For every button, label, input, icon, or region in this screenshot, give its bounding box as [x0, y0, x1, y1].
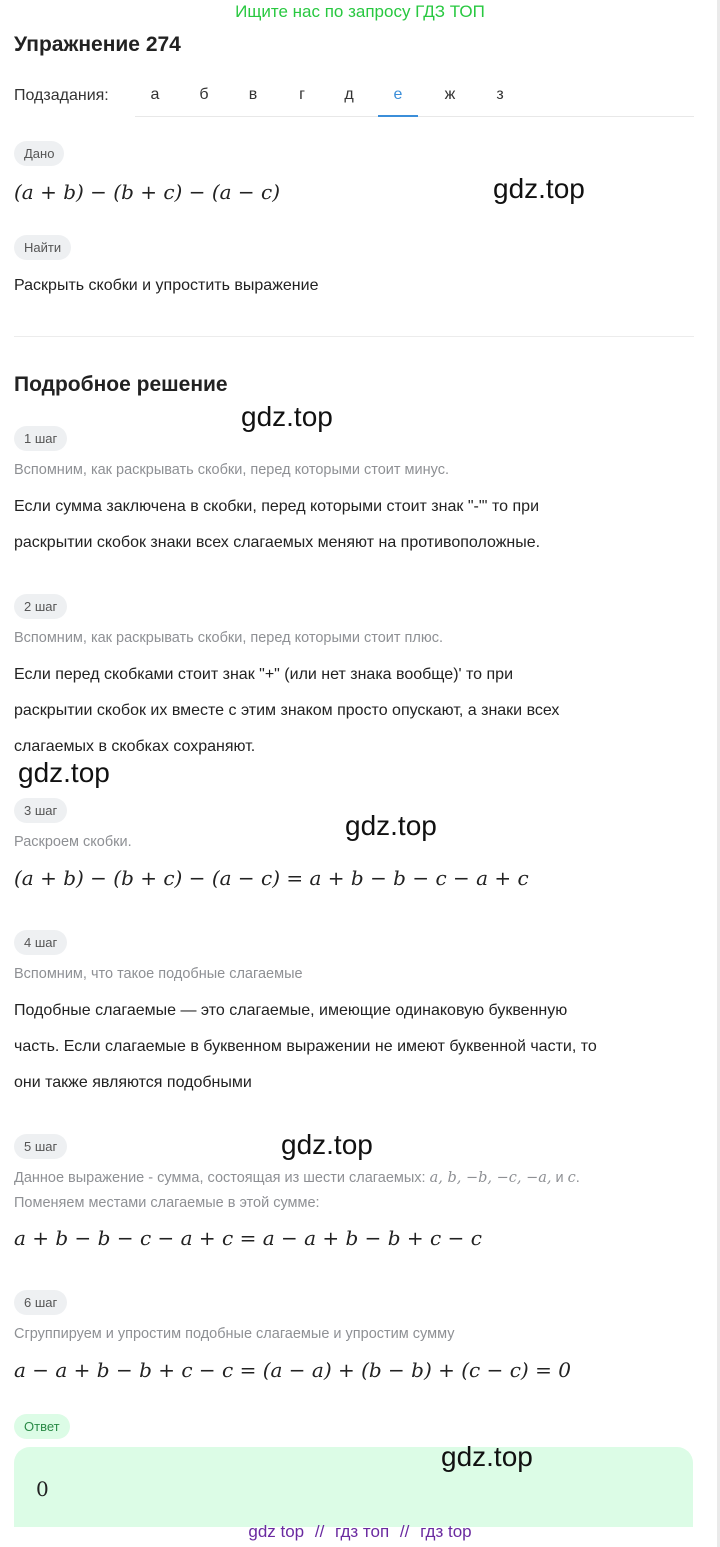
page-title: Упражнение 274 [14, 33, 181, 56]
subtasks-label: Подзадания: [14, 87, 109, 104]
tab-v[interactable]: в [248, 86, 258, 103]
find-text: Раскрыть скобки и упростить выражение [14, 277, 319, 294]
tab-b[interactable]: б [199, 86, 209, 103]
watermark: gdz.top [241, 401, 333, 432]
step-badge: 3 шаг [14, 798, 67, 823]
step-text-line: раскрытии скобок знаки всех слагаемых меняют на противоположные. [14, 534, 541, 551]
tab-d[interactable]: д [344, 86, 354, 103]
step-text-line: Если перед скобками стоит знак "+" (или нет знака вообще)' то при [14, 666, 514, 683]
given-expression: (a + b) − (b + c) − (a − c) [14, 180, 281, 204]
step-text-line: Подобные слагаемые — это слагаемые, имеющие одинаковую буквенную [14, 1002, 568, 1019]
step-hint-last: c [567, 1170, 576, 1186]
step-hint: Вспомним, что такое подобные слагаемые [14, 966, 303, 982]
step-hint-terms: a, b, −b, −c, −a, [429, 1170, 552, 1186]
step-badge: 2 шаг [14, 594, 67, 619]
given-badge: Дано [14, 141, 64, 166]
tab-e-active[interactable]: е [378, 86, 418, 117]
step-formula: a + b − b − c − a + c = a − a + b − b + c − c [14, 1226, 482, 1250]
step-badge: 6 шаг [14, 1290, 67, 1315]
answer-box [14, 1447, 693, 1527]
watermark: gdz.top [281, 1129, 373, 1160]
answer-badge: Ответ [14, 1414, 70, 1439]
step-hint: Вспомним, как раскрывать скобки, перед которыми стоит плюс. [14, 630, 444, 646]
step-text-line: часть. Если слагаемые в буквенном выражении не имеют буквенной части, то [14, 1038, 597, 1055]
solution-title: Подробное решение [14, 373, 228, 396]
step-hint-end: . [575, 1170, 580, 1186]
watermark: gdz.top [18, 757, 110, 788]
step-formula: a − a + b − b + c − c = (a − a) + (b − b) + (c − c) = 0 [14, 1358, 571, 1382]
footer-separator: // [399, 1522, 410, 1541]
step-formula: (a + b) − (b + c) − (a − c) = a + b − b − c − a + c [14, 866, 529, 890]
watermark: gdz.top [441, 1441, 533, 1472]
search-banner: Ищите нас по запросу ГДЗ ТОП [235, 2, 485, 21]
section-divider [14, 336, 694, 337]
tab-a[interactable]: а [150, 86, 160, 103]
step-badge: 5 шаг [14, 1134, 67, 1159]
tab-z[interactable]: з [496, 86, 504, 103]
footer-link[interactable]: гдз top [420, 1522, 472, 1541]
watermark: gdz.top [493, 173, 585, 204]
step-text-line: Если сумма заключена в скобки, перед которыми стоит знак "-"' то при [14, 498, 539, 515]
footer-links [0, 1522, 720, 1542]
step-hint: Сгруппируем и упростим подобные слагаемые и упростим сумму [14, 1326, 455, 1342]
tab-g[interactable]: г [299, 86, 305, 103]
step-badge: 1 шаг [14, 426, 67, 451]
step-hint-and: и [551, 1170, 568, 1186]
step-hint-text: Данное выражение - сумма, состоящая из шести слагаемых: [14, 1170, 426, 1186]
subtasks-bar [14, 86, 694, 116]
step-badge: 4 шаг [14, 930, 67, 955]
answer-value: 0 [36, 1477, 49, 1501]
step-hint: Вспомним, как раскрывать скобки, перед которыми стоит минус. [14, 462, 449, 478]
step-text-line: слагаемых в скобках сохраняют. [14, 738, 256, 755]
step-text-line: раскрытии скобок их вместе с этим знаком просто опускают, а знаки всех [14, 702, 560, 719]
footer-link[interactable]: gdz top [248, 1522, 305, 1541]
footer-separator: // [314, 1522, 325, 1541]
step-hint: Раскроем скобки. [14, 834, 132, 850]
find-badge: Найти [14, 235, 71, 260]
footer-link[interactable]: гдз топ [335, 1522, 390, 1541]
watermark: gdz.top [345, 810, 437, 841]
step-hint [14, 1166, 580, 1190]
tab-zh[interactable]: ж [444, 86, 456, 103]
step-hint-second: Поменяем местами слагаемые в этой сумме: [14, 1195, 320, 1211]
step-text-line: они также являются подобными [14, 1074, 252, 1091]
